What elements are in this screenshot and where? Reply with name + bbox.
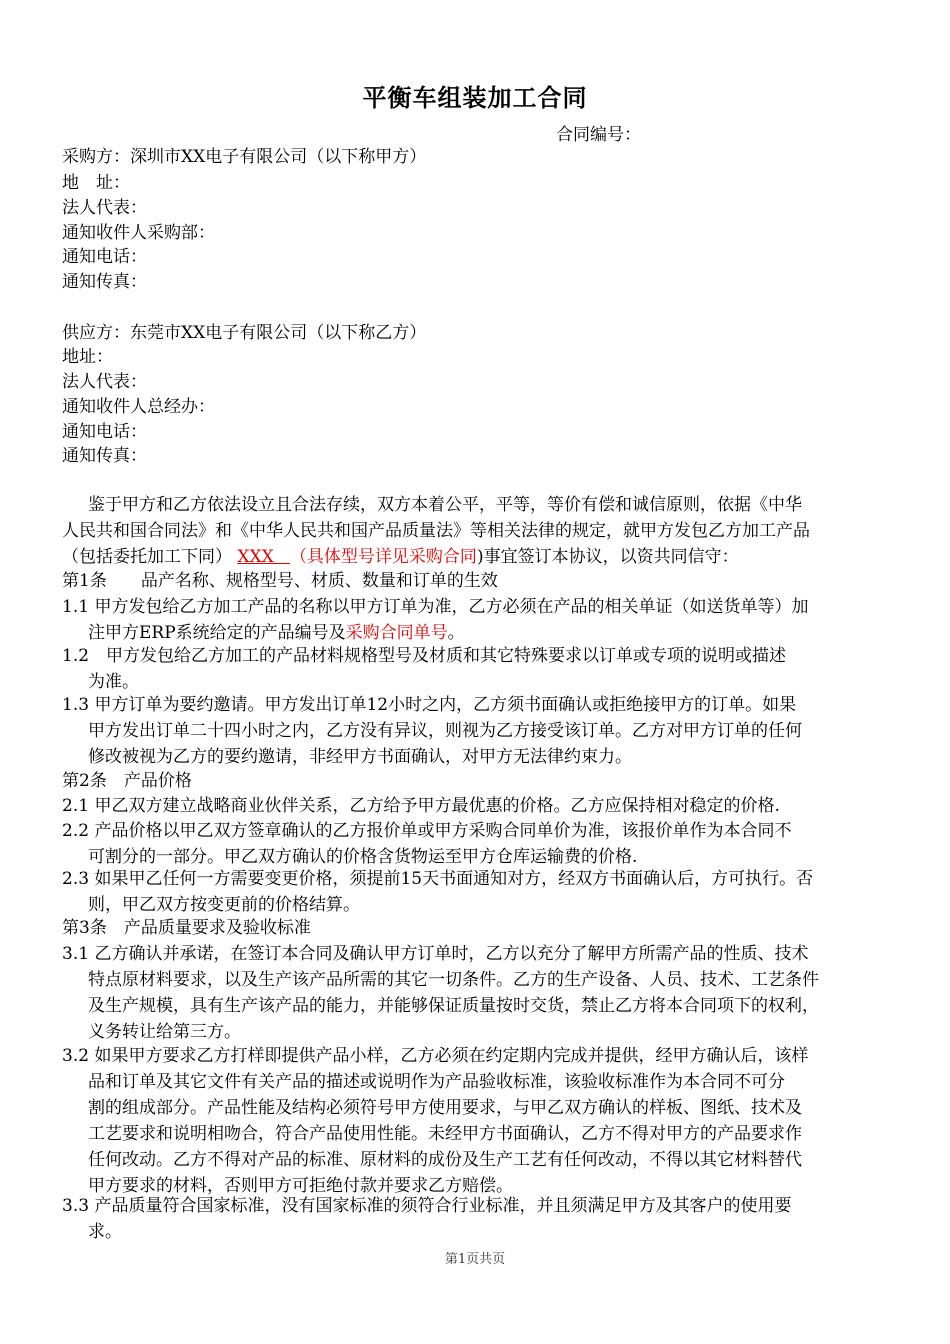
buyer-line: 采购方：深圳市XX电子有限公司（以下称甲方） <box>62 147 427 167</box>
supplier-fax: 通知传真： <box>62 446 147 466</box>
clause-3-2 <box>62 1043 882 1199</box>
buyer-phone: 通知电话： <box>62 247 147 267</box>
clause-1-2-line-2: 为准。 <box>88 672 139 692</box>
clause-2-2-line-1: 2.2 产品价格以甲乙双方签章确认的乙方报价单或甲方采购合同单价为准，该报价单作为本合同不 <box>62 821 792 841</box>
supplier-phone: 通知电话： <box>62 422 147 442</box>
buyer-address: 地 址： <box>62 173 130 193</box>
clause-3-3-line-1: 3.3 产品质量符合国家标准，没有国家标准的须符合行业标准，并且须满足甲方及其客户的使用要 <box>62 1196 792 1216</box>
contract-number-label: 合同编号： <box>556 125 641 145</box>
buyer-fax: 通知传真： <box>62 272 147 292</box>
clause-1-3-line-2: 甲方发出订单二十四小时之内，乙方没有异议，则视为乙方接受该订单。乙方对甲方订单的任何 <box>88 721 802 741</box>
supplier-notice-dept: 通知收件人总经办： <box>62 397 215 417</box>
clause-3-2-line-2: 品和订单及其它文件有关产品的描述或说明作为产品验收标准，该验收标准作为本合同不可分 <box>88 1072 785 1092</box>
clause-3-2-line-1: 3.2 如果甲方要求乙方打样即提供产品小样，乙方必须在约定期内完成并提供，经甲方确认后，该样 <box>62 1046 809 1066</box>
clause-1-1 <box>62 594 882 646</box>
purchase-order-no-note: 采购合同单号 <box>345 623 448 643</box>
preamble-line-1: 鉴于甲方和乙方依法设立且合法存续，双方本着公平，平等，等价有偿和诚信原则，依据《中华 <box>88 495 802 515</box>
clause-1-2-line-1: 1.2 甲方发包给乙方加工的产品材料规格型号及材质和其它特殊要求以订单或专项的说明或描述 <box>62 646 787 666</box>
clause-1-1-text: 注甲方ERP系统给定的产品编号及 <box>88 623 346 643</box>
clause-3-2-line-6: 甲方要求的材料，否则甲方可拒绝付款并要求乙方赔偿。 <box>88 1176 513 1196</box>
clause-2-2 <box>62 818 882 870</box>
preamble-line-2: 人民共和国合同法》和《中华人民共和国产品质量法》等相关法律的规定，就甲方发包乙方加工产品 <box>62 521 810 541</box>
clause-3-1-line-4: 义务转让给第三方。 <box>88 1022 241 1042</box>
clause-3-2-line-5: 任何改动。乙方不得对产品的标准、原材料的成份及生产工艺有任何改动，不得以其它材料替代 <box>88 1150 802 1170</box>
buyer-legal-rep: 法人代表： <box>62 198 147 218</box>
page-footer: 第1页共页 <box>444 1252 506 1267</box>
preamble-line-3-start: （包括委托加工下同） <box>62 547 232 567</box>
clause-1-3-line-3: 修改被视为乙方的要约邀请，非经甲方书面确认，对甲方无法律约束力。 <box>88 747 632 767</box>
supplier-line: 供应方：东莞市XX电子有限公司（以下称乙方） <box>62 323 427 343</box>
clause-1-1-line-1: 1.1 甲方发包给乙方加工产品的名称以甲方订单为准，乙方必须在产品的相关单证（如送货单等）加 <box>62 597 809 617</box>
clause-2-2-line-2: 可割分的一部分。甲乙双方确认的价格含货物运至甲方仓库运输费的价格. <box>88 847 638 867</box>
article-1-heading: 第1条 品产名称、规格型号、材质、数量和订单的生效 <box>62 571 498 591</box>
clause-2-3-line-2: 则，甲乙双方按变更前的价格结算。 <box>88 895 360 915</box>
clause-2-3-line-1: 2.3 如果甲乙任何一方需要变更价格，须提前15天书面通知对方，经双方书面确认后，方可执行。否 <box>62 869 814 889</box>
buyer-notice-dept: 通知收件人采购部： <box>62 223 215 243</box>
clause-1-3 <box>62 692 882 770</box>
document-title: 平衡车组装加工合同 <box>362 83 588 112</box>
product-model: XXX <box>237 547 274 567</box>
clause-2-1 <box>62 793 882 819</box>
clause-2-1-line-1: 2.1 甲乙双方建立战略商业伙伴关系，乙方给予甲方最优惠的价格。乙方应保持相对稳定的价格. <box>62 796 780 816</box>
clause-3-1-line-3: 及生产规模，具有生产该产品的能力，并能够保证质量按时交货，禁止乙方将本合同项下的权利， <box>88 996 819 1016</box>
supplier-address: 地址： <box>62 347 113 367</box>
article-2-heading: 第2条 产品价格 <box>62 771 192 791</box>
supplier-legal-rep: 法人代表： <box>62 372 147 392</box>
clause-3-3-line-2: 求。 <box>88 1222 122 1242</box>
clause-2-3 <box>62 866 882 918</box>
clause-1-3-line-1: 1.3 甲方订单为要约邀请。甲方发出订单12小时之内，乙方须书面确认或拒绝接甲方的订单。如果 <box>62 695 797 715</box>
clause-3-1 <box>62 941 882 1045</box>
clause-3-2-line-3: 割的组成部分。产品性能及结构必须符号甲方使用要求，与甲乙双方确认的样板、图纸、技术及 <box>88 1098 802 1118</box>
article-3-heading: 第3条 产品质量要求及验收标准 <box>62 918 311 938</box>
clause-1-1-end: 。 <box>447 623 465 643</box>
preamble-line-3-end: )事宜签订本协议，以资共同信守： <box>476 547 739 567</box>
preamble <box>62 492 882 570</box>
model-note: （具体型号详见采购合同 <box>289 547 477 567</box>
clause-3-1-line-1: 3.1 乙方确认并承诺，在签订本合同及确认甲方订单时，乙方以充分了解甲方所需产品的性质、技术 <box>62 944 809 964</box>
clause-3-1-line-2: 特点原材料要求，以及生产该产品所需的其它一切条件。乙方的生产设备、人员、技术、工艺条件 <box>88 970 819 990</box>
clause-3-3 <box>62 1193 882 1245</box>
clause-3-2-line-4: 工艺要求和说明相吻合，符合产品使用性能。未经甲方书面确认，乙方不得对甲方的产品要求作 <box>88 1124 802 1144</box>
preamble-line-3 <box>62 544 882 570</box>
clause-1-2 <box>62 643 882 695</box>
